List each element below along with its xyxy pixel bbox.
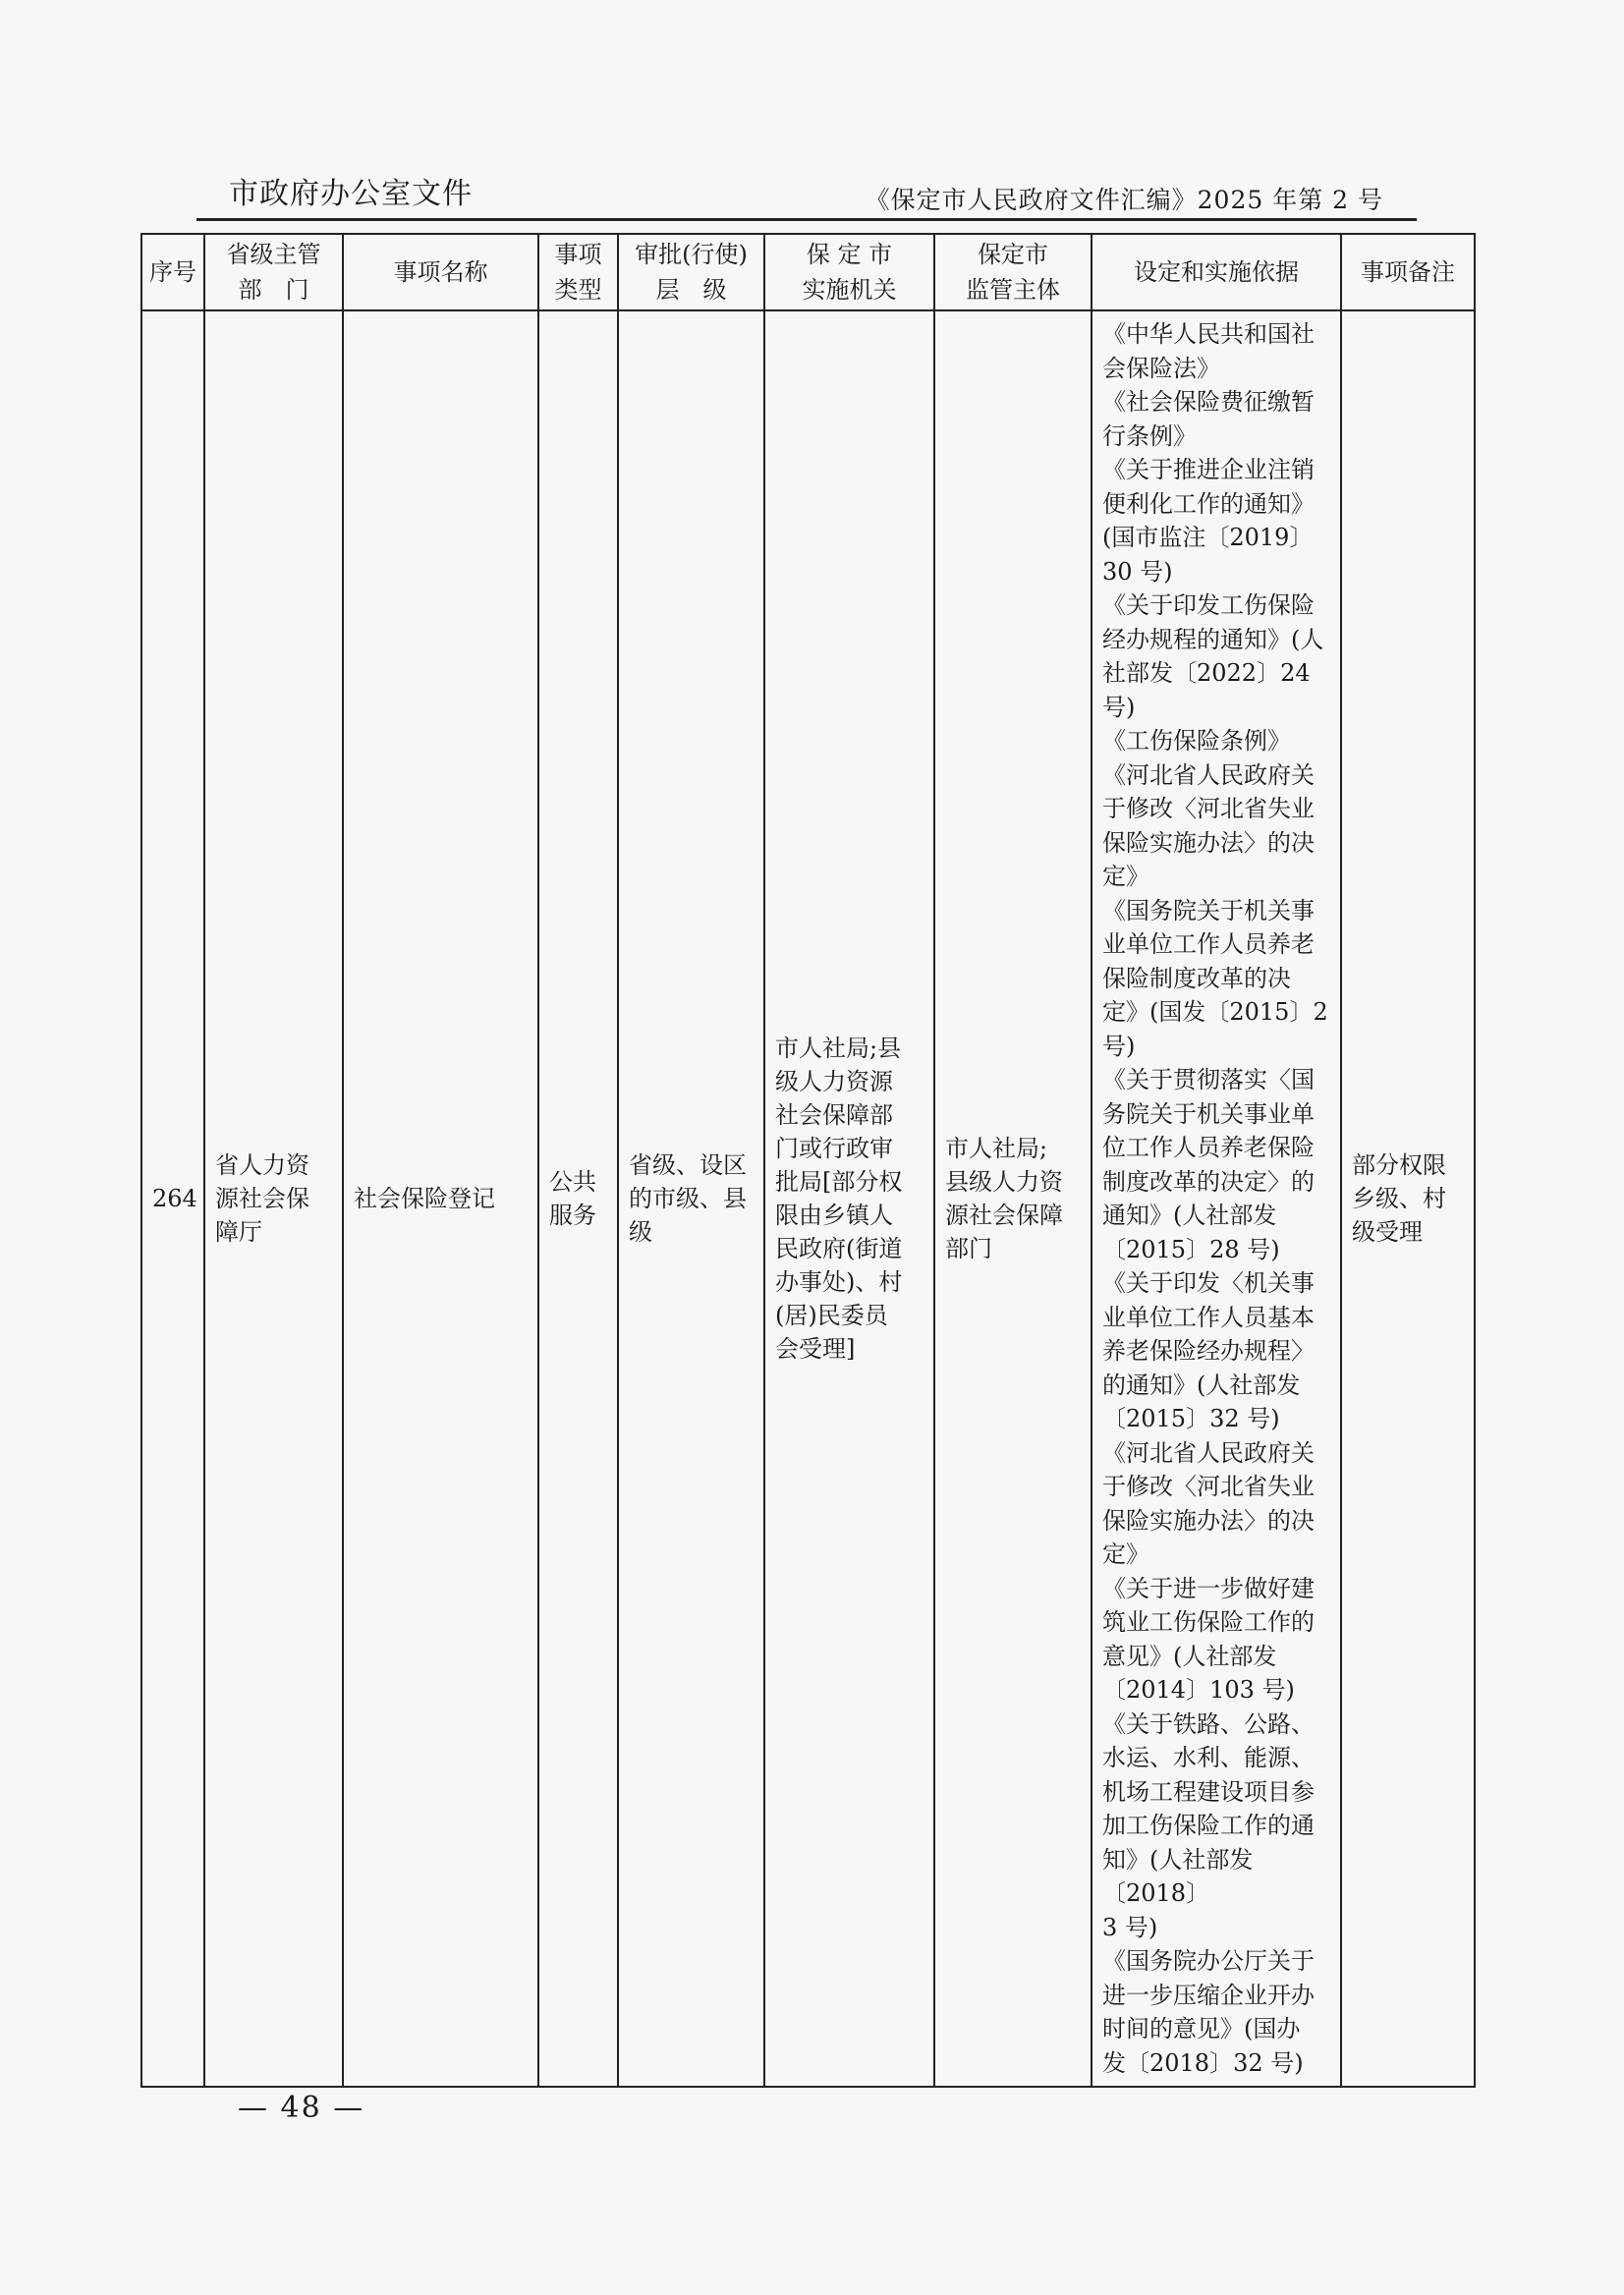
col-header-remark: 事项备注 (1341, 234, 1475, 310)
cell-line: 级受理 (1352, 1218, 1423, 1246)
cell-line: 号) (1102, 1032, 1136, 1060)
cell-line: 于修改〈河北省失业 (1102, 795, 1315, 822)
cell-line: 部门 (945, 1235, 992, 1262)
cell-level (618, 310, 764, 2087)
cell-name: 社会保险登记 (343, 310, 538, 2087)
col-header-seq: 序号 (141, 234, 204, 310)
col-header-basis: 设定和实施依据 (1092, 234, 1341, 310)
cell-line: 级人力资源 (775, 1068, 893, 1095)
cell-line: 省人力资 (215, 1151, 309, 1179)
cell-line: 《国务院关于机关事 (1102, 896, 1315, 924)
cell-line: 《社会保险费征缴暂 (1102, 388, 1315, 416)
cell-line: 加工伤保险工作的通 (1102, 1812, 1315, 1839)
cell-line: 限由乡镇人 (775, 1202, 893, 1229)
cell-line: 时间的意见》(国办 (1102, 2015, 1301, 2043)
cell-type (538, 310, 618, 2087)
cell-line: 定》 (1102, 863, 1149, 890)
cell-line: 《河北省人民政府关 (1102, 1438, 1315, 1467)
cell-line: 的通知》(人社部发 (1102, 1371, 1301, 1399)
cell-line: 30 号) (1102, 557, 1173, 586)
cell-line: 位工作人员养老保险 (1102, 1134, 1315, 1161)
cell-line: 水运、水利、能源、 (1102, 1744, 1315, 1771)
col-header-dept: 省级主管 部 门 (204, 234, 343, 310)
cell-line: 于修改〈河北省失业 (1102, 1473, 1315, 1500)
items-table (140, 233, 1476, 2088)
cell-line: 公共 (549, 1168, 596, 1196)
cell-line: 发〔2018〕32 号) (1102, 2048, 1304, 2077)
cell-line: 会保险法》 (1102, 354, 1220, 382)
cell-line: 《河北省人民政府关 (1102, 760, 1315, 789)
col-header-agency: 保 定 市 实施机关 (764, 234, 934, 310)
cell-line: 保险实施办法〉的决 (1102, 1506, 1315, 1535)
cell-line: 源社会保障 (945, 1202, 1063, 1229)
cell-line: 批局[部分权 (775, 1168, 903, 1196)
cell-line: 养老保险经办规程〉 (1102, 1337, 1315, 1365)
cell-line: 行条例》 (1102, 421, 1197, 450)
cell-line: 县级人力资 (945, 1168, 1063, 1196)
col-header-name: 事项名称 (343, 234, 538, 310)
cell-line: 便利化工作的通知》 (1102, 489, 1315, 518)
cell-line: 《工伤保险条例》 (1102, 727, 1291, 755)
cell-line: 源社会保 (215, 1185, 309, 1212)
table-row (141, 310, 1475, 2087)
cell-line: 服务 (549, 1202, 596, 1229)
cell-line: 《关于贯彻落实〈国 (1102, 1066, 1315, 1093)
cell-line: 会受理] (775, 1335, 856, 1363)
cell-line: 《国务院办公厅关于 (1102, 1947, 1315, 1975)
cell-line: 意见》(人社部发 (1102, 1642, 1277, 1670)
cell-line: 《关于印发工伤保险 (1102, 591, 1315, 619)
cell-seq: 264 (141, 310, 204, 2087)
header-rule (196, 218, 1417, 221)
cell-agency (764, 310, 934, 2087)
cell-line: 门或行政审 (775, 1135, 893, 1162)
cell-line: 定》 (1102, 1540, 1149, 1568)
col-header-level: 审批(行使) 层 级 (618, 234, 764, 310)
cell-line: 经办规程的通知》(人 (1102, 625, 1324, 653)
cell-line: 制度改革的决定〉的 (1102, 1167, 1315, 1196)
cell-line: 知》(人社部发〔2018〕 (1102, 1845, 1254, 1907)
cell-line: 社部发〔2022〕24 号) (1102, 659, 1311, 721)
header-publication: 《保定市人民政府文件汇编》2025 年第 2 号 (865, 186, 1383, 214)
cell-line: (居)民委员 (775, 1302, 888, 1329)
cell-line: 保险实施办法〉的决 (1102, 828, 1315, 857)
cell-line: 业单位工作人员养老 (1102, 930, 1315, 958)
cell-line: 3 号) (1102, 1913, 1158, 1941)
cell-line: 定》(国发〔2015〕2 (1102, 998, 1328, 1026)
cell-line: 《中华人民共和国社 (1102, 320, 1315, 348)
col-header-supervisor: 保定市 监管主体 (934, 234, 1092, 310)
cell-line: 机场工程建设项目参 (1102, 1777, 1315, 1806)
cell-line: 〔2015〕32 号) (1102, 1405, 1280, 1432)
cell-line: 的市级、县 (629, 1185, 747, 1212)
cell-line: 障厅 (215, 1218, 262, 1246)
cell-line: 《关于推进企业注销 (1102, 456, 1315, 483)
cell-line: 务院关于机关事业单 (1102, 1099, 1315, 1128)
cell-line: 级 (629, 1218, 652, 1246)
cell-line: 社会保障部 (775, 1101, 893, 1129)
cell-line: 办事处)、村 (775, 1268, 903, 1296)
cell-line: 通知》(人社部发 (1102, 1202, 1277, 1229)
cell-remark (1341, 310, 1475, 2087)
page-number: — 48 — (238, 2091, 365, 2125)
cell-supervisor (934, 310, 1092, 2087)
cell-line: 部分权限 (1352, 1151, 1446, 1179)
cell-line: 业单位工作人员基本 (1102, 1303, 1315, 1331)
cell-line: 保险制度改革的决 (1102, 964, 1291, 992)
cell-line: 市人社局;县 (775, 1035, 902, 1062)
cell-line: 〔2014〕103 号) (1102, 1676, 1295, 1704)
cell-dept (204, 310, 343, 2087)
cell-line: 进一步压缩企业开办 (1102, 1981, 1315, 2009)
cell-line: 《关于进一步做好建 (1102, 1574, 1315, 1602)
cell-line: 〔2015〕28 号) (1102, 1235, 1280, 1263)
cell-line: 省级、设区 (629, 1151, 747, 1179)
cell-line: 筑业工伤保险工作的 (1102, 1608, 1315, 1636)
cell-line: 市人社局; (945, 1135, 1048, 1162)
cell-basis (1092, 310, 1341, 2087)
cell-line: 《关于印发〈机关事 (1102, 1269, 1315, 1297)
cell-line: 民政府(街道 (775, 1235, 903, 1262)
table-header-row (141, 234, 1475, 310)
header-title: 市政府办公室文件 (229, 177, 473, 211)
cell-line: 乡级、村 (1352, 1185, 1446, 1212)
col-header-type: 事项 类型 (538, 234, 618, 310)
cell-line: (国市监注〔2019〕 (1102, 524, 1314, 551)
cell-line: 《关于铁路、公路、 (1102, 1709, 1315, 1738)
